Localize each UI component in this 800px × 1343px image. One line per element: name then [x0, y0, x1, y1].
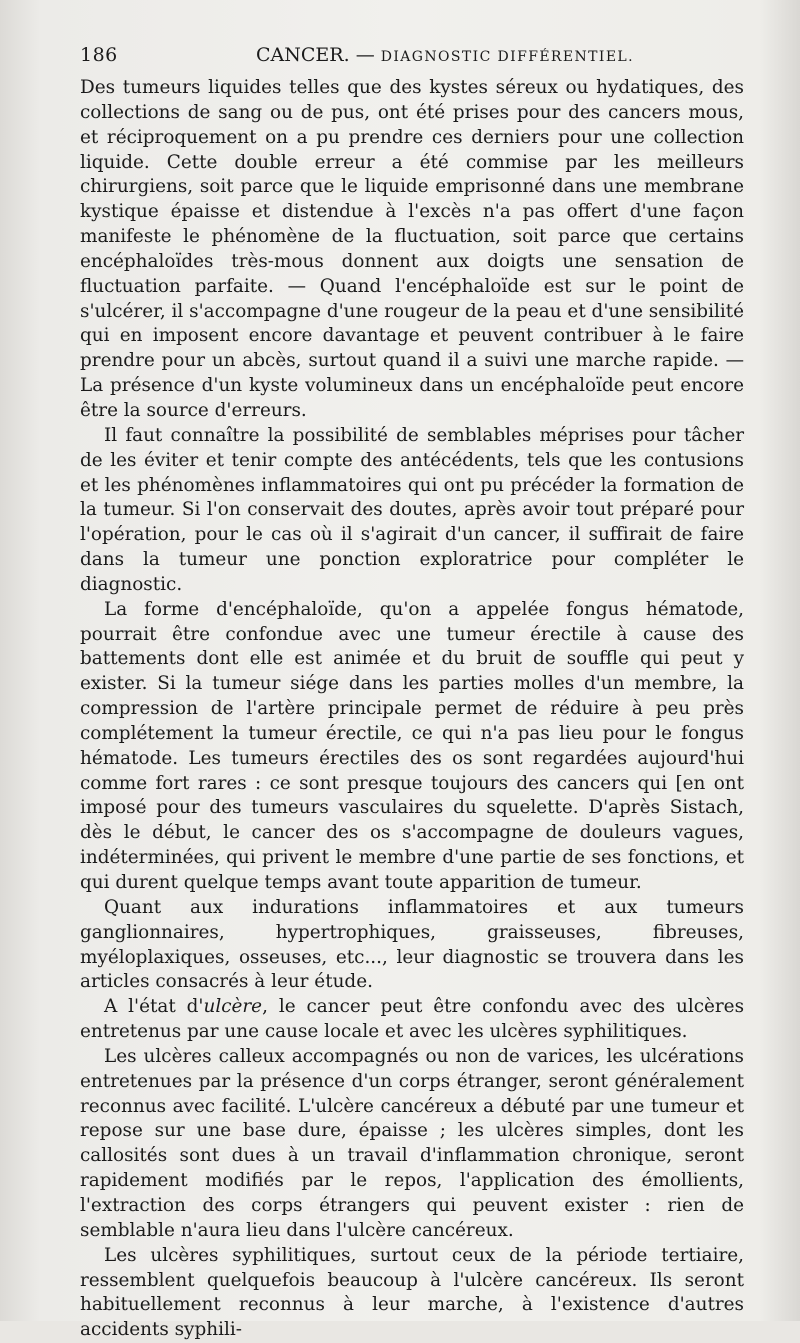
- paragraph-syphilitic-ulcers: Les ulcères syphilitiques, surtout ceux de la période tertiaire, ressemblent quelquefois beaucoup à l'ulcère cancéreux. Ils seront habituellement reconnus à leur marche, à l'existence d'autres accidents syphili-: [80, 1244, 744, 1341]
- section-subtitle: DIAGNOSTIC DIFFÉRENTIEL.: [380, 49, 634, 65]
- page-number: 186: [80, 44, 118, 66]
- paragraph-liquid-tumors: Des tumeurs liquides telles que des kystes séreux ou hydatiques, des collections de sang ou de pus, ont été prises pour des cancers mous, et réciproquement on a pu prendre ces derniers pour une collection liquide. Cette double erreur a été commise par les meilleurs chirurgiens, soit parce que le liquide emprisonné dans une membrane kystique épaisse et distendue à l'excès n'a pas offert d'une façon manifeste le phénomène de la fluctuation, soit parce que certains encéphaloïdes très-mous donnent aux doigts une sensation de fluctuation parfaite. — Quand l'encéphaloïde est sur le point de s'ulcérer, il s'accompagne d'une rougeur de la peau et d'une sensibilité qui en imposent encore davantage et peuvent contribuer à le faire prendre pour un abcès, surtout quand il a suivi une marche rapide. — La présence d'un kyste volumineux dans un encéphaloïde peut encore être la source d'erreurs.: [80, 77, 744, 421]
- ulcer-text-before: A l'état d': [104, 996, 204, 1018]
- ulcer-text-after: , le cancer peut être confondu avec des ulcères entretenus par une cause locale et avec les ulcères syphilitiques.: [80, 996, 745, 1043]
- paragraph-ulcer-state: [80, 995, 744, 1045]
- paragraph-avoid-errors: Il faut connaître la possibilité de semblables méprises pour tâcher de les éviter et tenir compte des antécédents, tels que les contusions et les phénomènes inflammatoires qui ont pu précéder la formation de la tumeur. Si l'on conservait des doutes, après avoir tout préparé pour l'opération, pour le cas où il s'agirait d'un cancer, il suffirait de faire dans la tumeur une ponction exploratrice pour compléter le diagnostic.: [80, 424, 744, 595]
- paragraph-indurations: Quant aux indurations inflammatoires et aux tumeurs ganglionnaires, hypertrophiques, graisseuses, fibreuses, myéloplaxiques, osseuses, etc..., leur diagnostic se trouvera dans les articles consacrés à leur étude.: [80, 896, 744, 993]
- paragraph-callous-ulcers: Les ulcères calleux accompagnés ou non de varices, les ulcérations entretenues par la présence d'un corps étranger, seront généralement reconnus avec facilité. L'ulcère cancéreux a débuté par une tumeur et repose sur une base dure, épaisse ; les ulcères simples, dont les callosités sont dues à un travail d'inflammation chronique, seront rapidement modifiés par le repos, l'application des émollients, l'extraction des corps étrangers qui peuvent exister : rien de semblable n'aura lieu dans l'ulcère cancéreux.: [80, 1045, 744, 1241]
- running-header: [80, 40, 744, 70]
- paragraph-fongus-hematode: La forme d'encéphaloïde, qu'on a appelée fongus hématode, pourrait être confondue avec une tumeur érectile à cause des battements dont elle est animée et du bruit de souffle qui peut y exister. Si la tumeur siége dans les parties molles d'un membre, la compression de l'artère principale permet de réduire à peu près complétement la tumeur érectile, ce qui n'a pas lieu pour le fongus hématode. Les tumeurs érectiles des os sont regardées aujourd'hui comme fort rares : ce sont presque toujours des cancers qui [en ont imposé pour des tumeurs vasculaires du squelette. D'après Sistach, dès le début, le cancer des os s'accompagne de douleurs vagues, indéterminées, qui privent le membre d'une partie de ses fonctions, et qui durent quelque temps avant toute apparition de tumeur.: [80, 598, 744, 893]
- running-title: [256, 40, 634, 72]
- header-separator: —: [355, 44, 375, 66]
- chapter-title: CANCER.: [256, 44, 350, 66]
- ulcer-italic-term: ulcère: [203, 996, 263, 1018]
- page-body: [80, 76, 744, 1343]
